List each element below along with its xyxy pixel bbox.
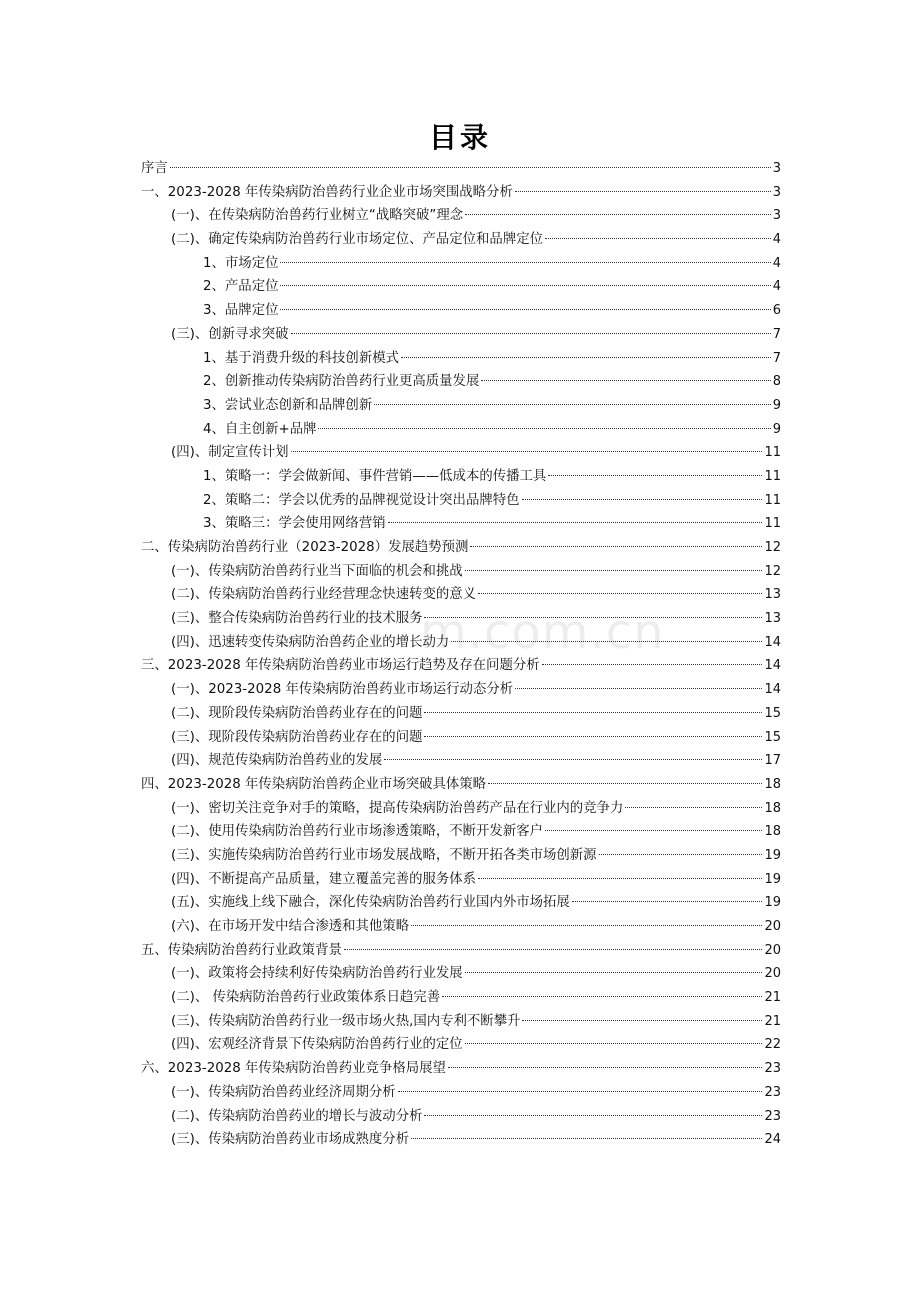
- toc-entry-page: 14: [764, 658, 781, 674]
- toc-entry-title: (一)、传染病防治兽药行业当下面临的机会和挑战: [171, 563, 463, 579]
- toc-entry[interactable]: [141, 181, 781, 205]
- toc-entry[interactable]: [141, 607, 781, 631]
- toc-entry-title: 六、2023-2028 年传染病防治兽药业竞争格局展望: [141, 1061, 446, 1077]
- toc-entry-page: 11: [764, 492, 781, 508]
- dot-leader: [424, 1115, 762, 1116]
- toc-entry-page: 8: [772, 374, 781, 390]
- dot-leader: [424, 712, 762, 713]
- dot-leader: [548, 475, 762, 476]
- toc-entry-title: (三)、现阶段传染病防治兽药业存在的问题: [171, 729, 423, 745]
- toc-entry-title: (四)、规范传染病防治兽药业的发展: [171, 753, 383, 769]
- dot-leader: [470, 546, 762, 547]
- toc-entry-page: 3: [772, 161, 781, 176]
- toc-entry-page: 14: [764, 634, 781, 650]
- toc-entry-page: 20: [764, 919, 781, 934]
- dot-leader: [572, 901, 763, 902]
- toc-entry[interactable]: [141, 631, 781, 655]
- toc-entry-page: 18: [764, 824, 781, 840]
- toc-entry-title: 4、自主创新+品牌: [203, 421, 317, 437]
- toc-entry-page: 20: [764, 966, 781, 982]
- toc-entry-page: 19: [764, 895, 781, 911]
- toc-entry-page: 9: [772, 421, 781, 437]
- toc-entry-title: 二、传染病防治兽药行业（2023-2028）发展趋势预测: [141, 540, 469, 555]
- toc-entry-title: 2、策略二：学会以优秀的品牌视觉设计突出品牌特色: [203, 492, 520, 508]
- toc-entry-title: 一、2023-2028 年传染病防治兽药行业企业市场突围战略分析: [141, 184, 513, 200]
- toc-entry-title: (四)、制定宣传计划: [171, 445, 289, 461]
- dot-leader: [465, 214, 771, 215]
- toc-entry-title: (四)、迅速转变传染病防治兽药企业的增长动力: [171, 634, 450, 650]
- toc-entry-page: 11: [764, 468, 781, 484]
- toc-entry-page: 19: [764, 847, 781, 863]
- dot-leader: [384, 759, 762, 760]
- toc-entry-title: 1、基于消费升级的科技创新模式: [203, 350, 399, 366]
- dot-leader: [411, 925, 762, 926]
- toc-entry[interactable]: [141, 820, 781, 844]
- toc-entry-title: (五)、实施线上线下融合，深化传染病防治兽药行业国内外市场拓展: [171, 895, 570, 911]
- toc-entry[interactable]: [141, 1010, 781, 1034]
- dot-leader: [465, 972, 763, 973]
- dot-leader: [318, 428, 770, 429]
- toc-entry[interactable]: [141, 394, 781, 418]
- toc-entry[interactable]: [141, 844, 781, 868]
- dot-leader: [515, 191, 771, 192]
- toc-entry-page: 23: [764, 1084, 781, 1100]
- toc-entry-page: 4: [772, 255, 781, 271]
- toc-entry-title: (一)、密切关注竞争对手的策略，提高传染病防治兽药产品在行业内的竞争力: [171, 800, 624, 816]
- toc-entry-title: (二)、确定传染病防治兽药行业市场定位、产品定位和品牌定位: [171, 232, 543, 248]
- toc-entry-page: 18: [764, 776, 781, 792]
- toc-entry-title: 3、尝试业态创新和品牌创新: [203, 397, 373, 413]
- dot-leader: [478, 593, 762, 594]
- toc-entry[interactable]: [141, 702, 781, 726]
- dot-leader: [448, 1067, 763, 1068]
- page-title: 目录: [428, 121, 491, 154]
- toc-entry-title: (二)、现阶段传染病防治兽药业存在的问题: [171, 705, 423, 721]
- dot-leader: [478, 878, 762, 879]
- toc-entry[interactable]: [141, 583, 781, 607]
- toc-entry[interactable]: [141, 252, 781, 276]
- toc-entry-page: 11: [764, 445, 781, 461]
- toc-entry[interactable]: [141, 323, 781, 347]
- toc-entry-title: 1、策略一：学会做新闻、事件营销——低成本的传播工具: [203, 468, 547, 484]
- toc-entry[interactable]: [141, 1105, 781, 1129]
- dot-leader: [465, 570, 763, 571]
- toc-entry[interactable]: [141, 726, 781, 750]
- toc-entry-page: 3: [772, 184, 781, 200]
- toc-entry-page: 13: [764, 587, 781, 603]
- dot-leader: [599, 854, 763, 855]
- toc-entry-title: (一)、在传染病防治兽药行业树立“战略突破”理念: [171, 208, 464, 224]
- dot-leader: [515, 688, 762, 689]
- toc-entry[interactable]: [141, 678, 781, 702]
- toc-entry[interactable]: [141, 939, 781, 963]
- dot-leader: [442, 996, 762, 997]
- dot-leader: [542, 664, 763, 665]
- toc-entry-title: 五、传染病防治兽药行业政策背景: [141, 942, 342, 958]
- toc-entry[interactable]: [141, 1057, 781, 1081]
- dot-leader: [545, 238, 771, 239]
- toc-entry-page: 9: [772, 397, 781, 413]
- toc-entry[interactable]: [141, 868, 781, 892]
- dot-leader: [481, 380, 770, 381]
- toc-entry[interactable]: [141, 299, 781, 323]
- toc-entry-page: 14: [764, 682, 781, 698]
- toc-entry-title: (二)、传染病防治兽药行业经营理念快速转变的意义: [171, 587, 477, 603]
- toc-entry[interactable]: [141, 418, 781, 442]
- dot-leader: [170, 167, 771, 168]
- toc-entry[interactable]: [141, 1033, 781, 1057]
- toc-entry-page: 12: [764, 563, 781, 579]
- dot-leader: [465, 1043, 763, 1044]
- toc-entry-page: 21: [764, 1013, 781, 1029]
- toc-entry-page: 24: [764, 1132, 781, 1148]
- toc-entry-page: 19: [764, 871, 781, 887]
- toc-entry-page: 4: [772, 232, 781, 248]
- toc-entry[interactable]: [141, 1128, 781, 1152]
- toc-entry[interactable]: [141, 536, 781, 560]
- dot-leader: [344, 949, 763, 950]
- toc-entry-page: 17: [764, 753, 781, 769]
- toc-entry-page: 13: [764, 611, 781, 627]
- toc-entry[interactable]: [141, 915, 781, 939]
- toc-entry-page: 3: [772, 208, 781, 224]
- toc-entry[interactable]: [141, 891, 781, 915]
- dot-leader: [398, 1091, 763, 1092]
- table-of-contents: [141, 157, 781, 1152]
- toc-entry[interactable]: [141, 962, 781, 986]
- toc-entry[interactable]: [141, 986, 781, 1010]
- toc-entry[interactable]: [141, 370, 781, 394]
- toc-entry-title: (一)、2023-2028 年传染病防治兽药业市场运行动态分析: [171, 682, 514, 698]
- toc-entry-page: 15: [764, 729, 781, 745]
- dot-leader: [424, 736, 762, 737]
- toc-entry[interactable]: [141, 1081, 781, 1105]
- dot-leader: [280, 262, 770, 263]
- toc-entry[interactable]: [141, 465, 781, 489]
- toc-entry-page: 15: [764, 705, 781, 721]
- toc-entry-page: 20: [764, 942, 781, 958]
- toc-entry[interactable]: [141, 347, 781, 371]
- toc-entry[interactable]: [141, 157, 781, 181]
- toc-entry-title: (二)、传染病防治兽药业的增长与波动分析: [171, 1108, 423, 1124]
- dot-leader: [291, 333, 771, 334]
- watermark: m.com.cn: [420, 604, 665, 660]
- toc-entry-title: (一)、政策将会持续利好传染病防治兽药行业发展: [171, 966, 463, 982]
- dot-leader: [280, 285, 770, 286]
- toc-entry-title: (三)、传染病防治兽药业市场成熟度分析: [171, 1132, 410, 1148]
- toc-entry-title: 2、创新推动传染病防治兽药行业更高质量发展: [203, 374, 480, 390]
- dot-leader: [411, 1138, 762, 1139]
- toc-entry-page: 18: [764, 800, 781, 816]
- toc-entry-title: (三)、实施传染病防治兽药行业市场发展战略，不断开拓各类市场创新源: [171, 847, 597, 863]
- toc-entry-page: 23: [764, 1108, 781, 1124]
- toc-entry-title: (一)、传染病防治兽药业经济周期分析: [171, 1084, 396, 1100]
- dot-leader: [401, 357, 771, 358]
- toc-entry-title: (二)、使用传染病防治兽药行业市场渗透策略，不断开发新客户: [171, 824, 543, 840]
- toc-entry-page: 7: [772, 350, 781, 366]
- toc-entry[interactable]: [141, 441, 781, 465]
- dot-leader: [424, 617, 762, 618]
- toc-entry[interactable]: [141, 204, 781, 228]
- toc-entry[interactable]: [141, 275, 781, 299]
- dot-leader: [280, 309, 770, 310]
- toc-entry[interactable]: [141, 654, 781, 678]
- toc-entry-title: 2、产品定位: [203, 279, 279, 295]
- dot-leader: [522, 1020, 762, 1021]
- toc-entry-title: (三)、整合传染病防治兽药行业的技术服务: [171, 611, 423, 627]
- toc-entry-title: 序言: [141, 161, 168, 176]
- toc-entry[interactable]: [141, 228, 781, 252]
- toc-entry[interactable]: [141, 797, 781, 821]
- dot-leader: [522, 499, 763, 500]
- toc-entry-title: 三、2023-2028 年传染病防治兽药业市场运行趋势及存在问题分析: [141, 658, 540, 674]
- toc-entry-title: (四)、不断提高产品质量，建立覆盖完善的服务体系: [171, 871, 477, 887]
- toc-entry[interactable]: [141, 489, 781, 513]
- toc-entry-page: 23: [764, 1061, 781, 1077]
- toc-entry-page: 11: [764, 516, 781, 532]
- toc-entry-page: 22: [764, 1037, 781, 1053]
- toc-entry-title: (三)、创新寻求突破: [171, 326, 289, 342]
- toc-entry-title: (六)、在市场开发中结合渗透和其他策略: [171, 919, 410, 934]
- toc-entry-title: 3、品牌定位: [203, 303, 279, 319]
- toc-entry-title: (二)、 传染病防治兽药行业政策体系日趋完善: [171, 990, 441, 1006]
- toc-entry-page: 6: [772, 303, 781, 319]
- dot-leader: [291, 451, 763, 452]
- toc-entry[interactable]: [141, 560, 781, 584]
- toc-entry-title: 1、市场定位: [203, 255, 279, 271]
- toc-entry-title: 3、策略三：学会使用网络营销: [203, 516, 386, 532]
- toc-entry-title: (四)、宏观经济背景下传染病防治兽药行业的定位: [171, 1037, 463, 1053]
- dot-leader: [488, 783, 762, 784]
- dot-leader: [625, 807, 762, 808]
- dot-leader: [545, 830, 762, 831]
- toc-entry-title: 四、2023-2028 年传染病防治兽药企业市场突破具体策略: [141, 776, 487, 792]
- toc-entry[interactable]: [141, 749, 781, 773]
- dot-leader: [374, 404, 771, 405]
- toc-entry[interactable]: [141, 512, 781, 536]
- dot-leader: [451, 641, 762, 642]
- toc-entry[interactable]: [141, 773, 781, 797]
- toc-entry-page: 21: [764, 990, 781, 1006]
- toc-entry-page: 12: [764, 540, 781, 555]
- toc-entry-page: 7: [772, 326, 781, 342]
- toc-entry-page: 4: [772, 279, 781, 295]
- dot-leader: [388, 522, 763, 523]
- toc-entry-title: (三)、传染病防治兽药行业一级市场火热,国内专利不断攀升: [171, 1013, 521, 1029]
